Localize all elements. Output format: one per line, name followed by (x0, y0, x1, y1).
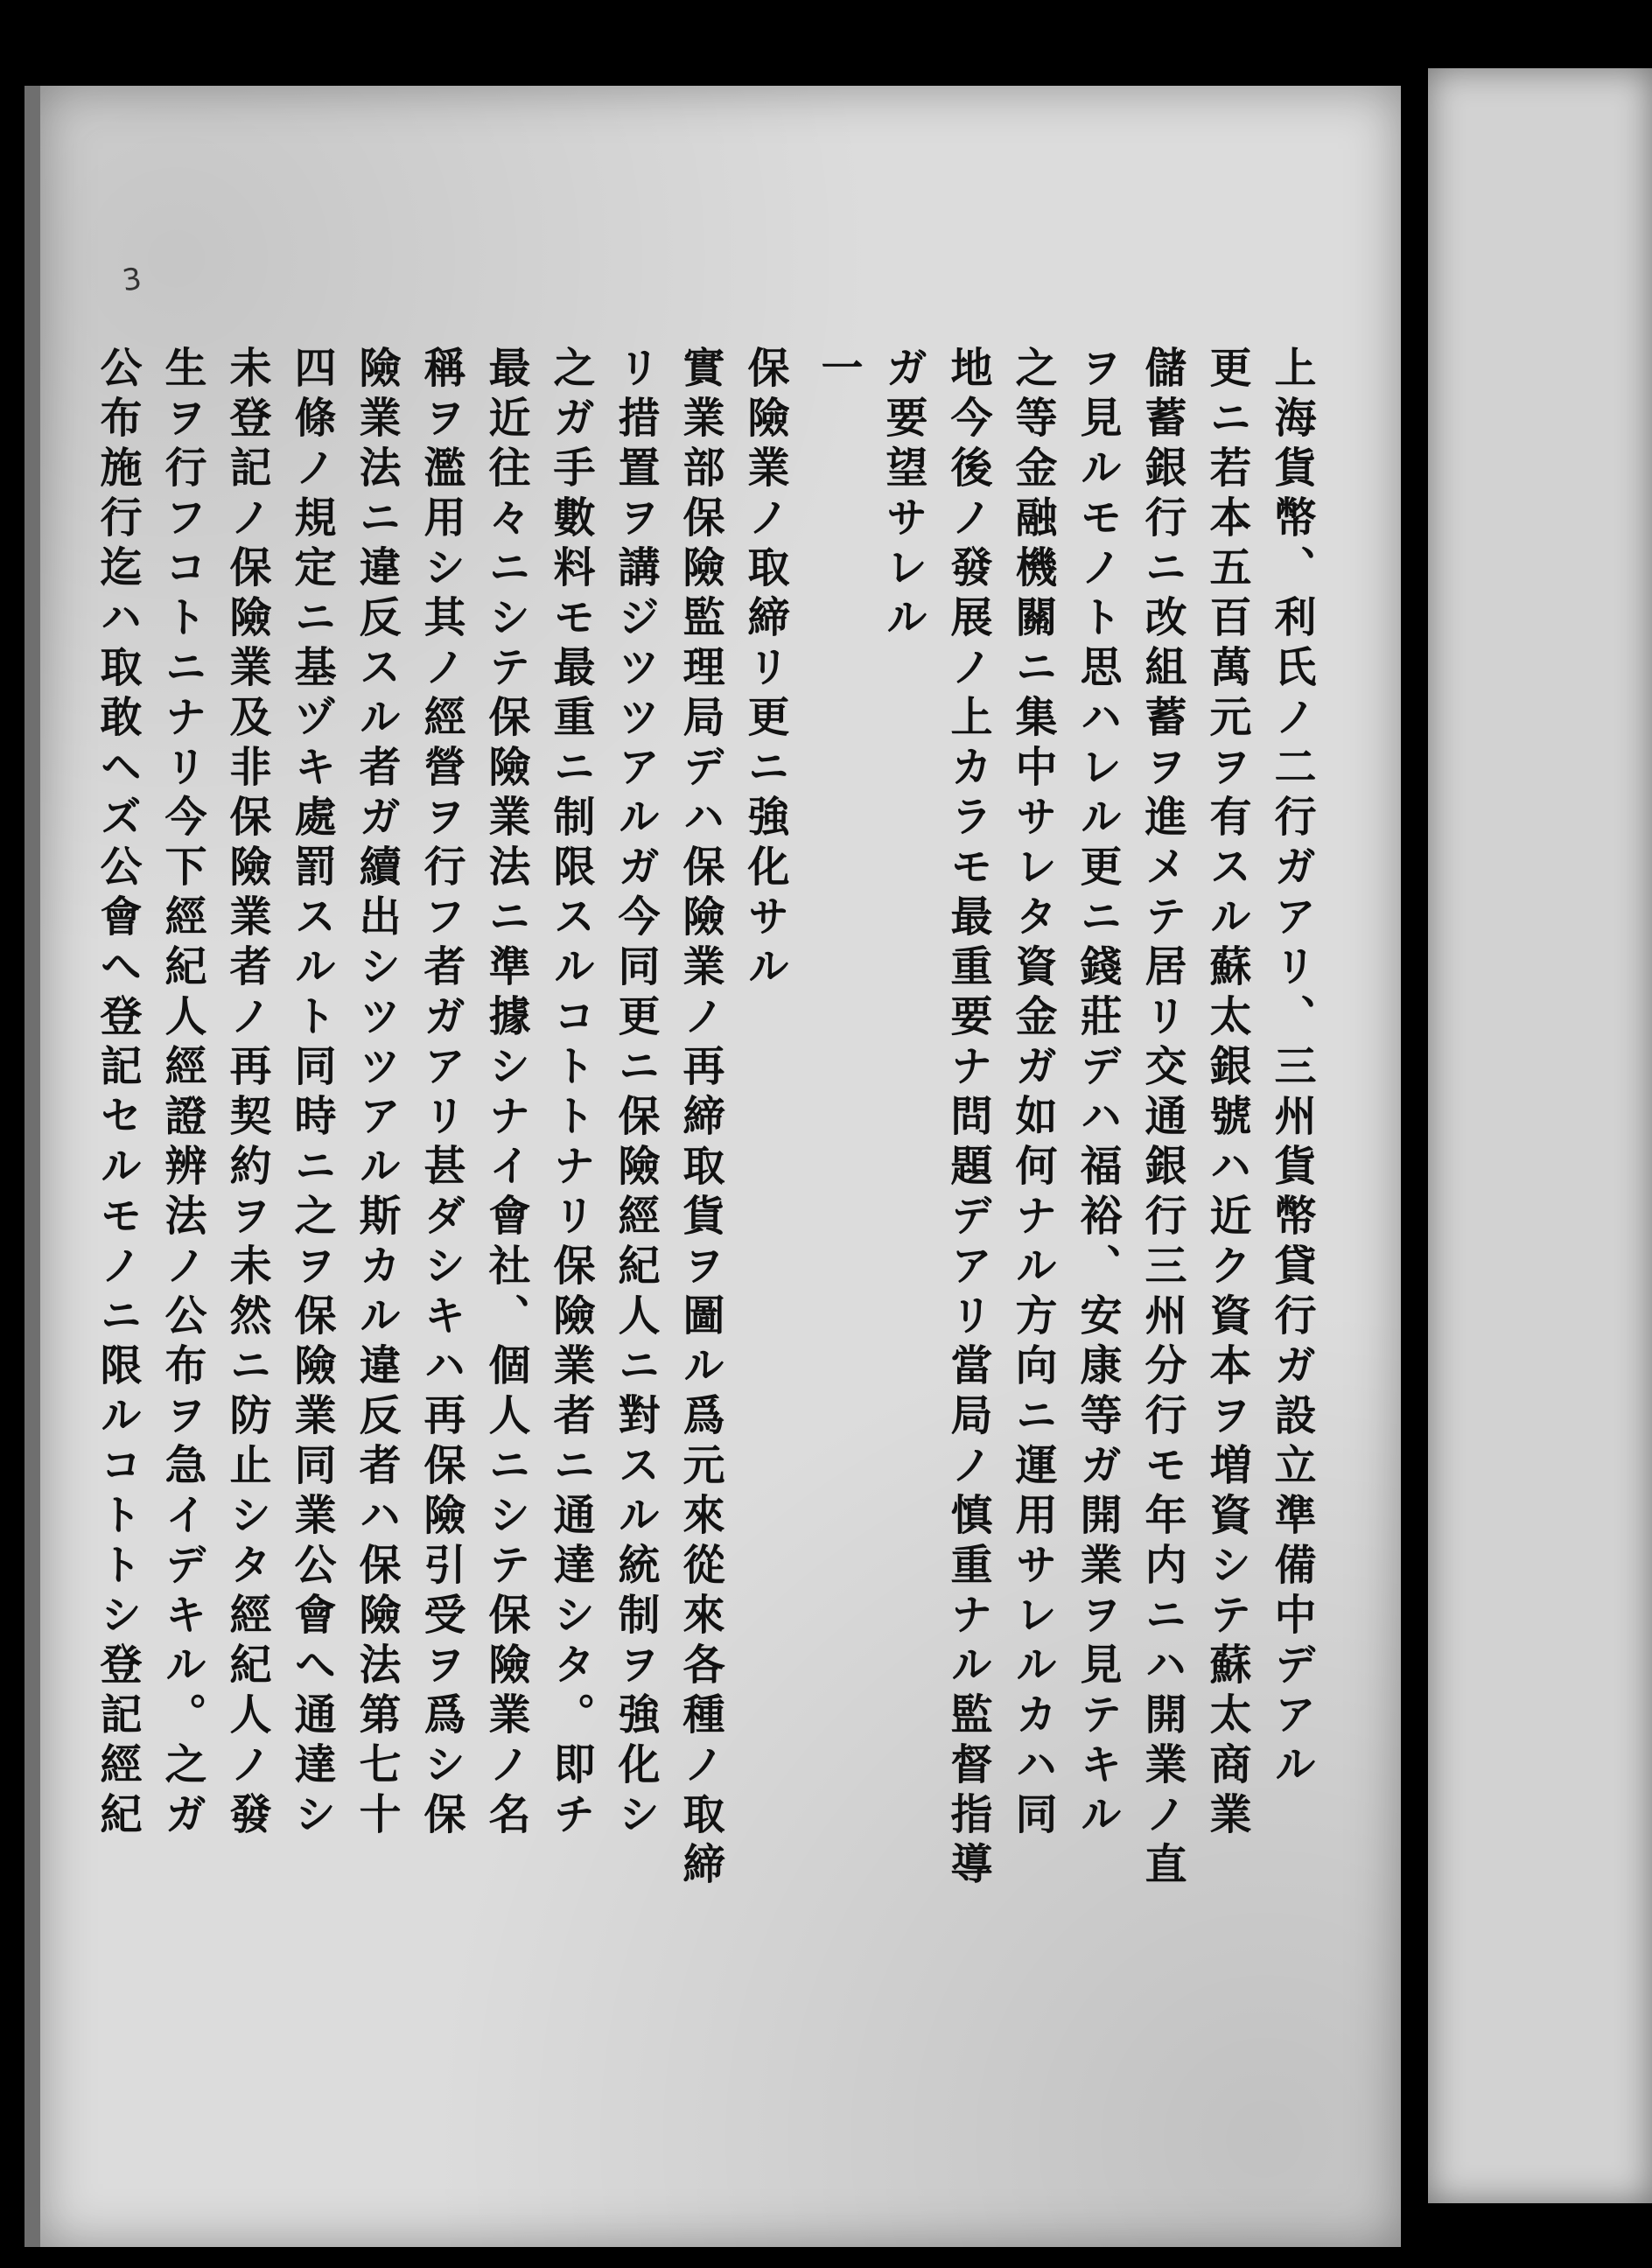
adjacent-page-edge (1428, 68, 1652, 2203)
text-column-7: ガ要望サレル (878, 346, 928, 645)
handwritten-margin-note: 3 (120, 261, 144, 299)
text-column-10: リ措置ヲ講ジツツアルガ今同更ニ保險經紀人ニ對スル統制ヲ強化シ (611, 346, 660, 1842)
text-column-5: 之等金融機關ニ集中サレタ資金ガ如何ナル方向ニ運用サレルカハ同 (1008, 346, 1057, 1842)
text-column-4: ヲ見ルモノト思ハレル更ニ錢莊デハ福裕、安康等ガ開業ヲ見テキル (1073, 346, 1122, 1842)
text-column-12: 最近往々ニシテ保險業法ニ準據シナイ會社、個人ニシテ保險業ノ名 (481, 346, 530, 1842)
text-column-16: 未登記ノ保險業及非保險業者ノ再契約ヲ未然ニ防止シタ經紀人ノ發 (222, 346, 271, 1842)
text-column-13: 稱ヲ濫用シ其ノ經營ヲ行フ者ガアリ甚ダシキハ再保險引受ヲ爲シ保 (416, 346, 466, 1842)
vertical-text-body (93, 346, 1316, 2061)
text-column-11: 之ガ手數料モ最重ニ制限スルコトトナリ保險業者ニ通達シタ。即チ (546, 346, 595, 1842)
text-column-2: 更ニ若本五百萬元ヲ有スル蘇太銀號ハ近ク資本ヲ増資シテ蘇太商業 (1202, 346, 1251, 1842)
section-bullet: 一 (814, 346, 863, 396)
text-column-15: 四條ノ規定ニ基ヅキ處罰スルト同時ニ之ヲ保險業同業公會へ通達シ (287, 346, 336, 1842)
text-column-14: 險業法ニ違反スル者ガ續出シツツアル斯カル違反者ハ保險法第七十 (352, 346, 401, 1842)
text-column-6: 地今後ノ發展ノ上カラモ最重要ナ問題デアリ當局ノ慎重ナル監督指導 (943, 346, 992, 1892)
text-column-3: 儲蓄銀行ニ改組蓄ヲ進メテ居リ交通銀行三州分行モ年内ニハ開業ノ直 (1138, 346, 1186, 1892)
text-column-9: 實業部保險監理局デハ保險業ノ再締取貨ヲ圖ル爲元來從來各種ノ取締 (676, 346, 724, 1892)
text-column-17: 生ヲ行フコトニナリ今下經紀人經證辨法ノ公布ヲ急イデキル。之ガ (158, 346, 206, 1842)
text-column-18: 公布施行迄ハ取敢ヘズ公會へ登記セルモノニ限ルコトトシ登記經紀 (93, 346, 142, 1842)
section-heading: 保險業ノ取締リ更ニ強化サル (740, 346, 789, 994)
text-column-1: 上海貨幣、利氏ノ二行ガアリ、三州貨幣貸行ガ設立準備中デアル (1267, 346, 1316, 1792)
